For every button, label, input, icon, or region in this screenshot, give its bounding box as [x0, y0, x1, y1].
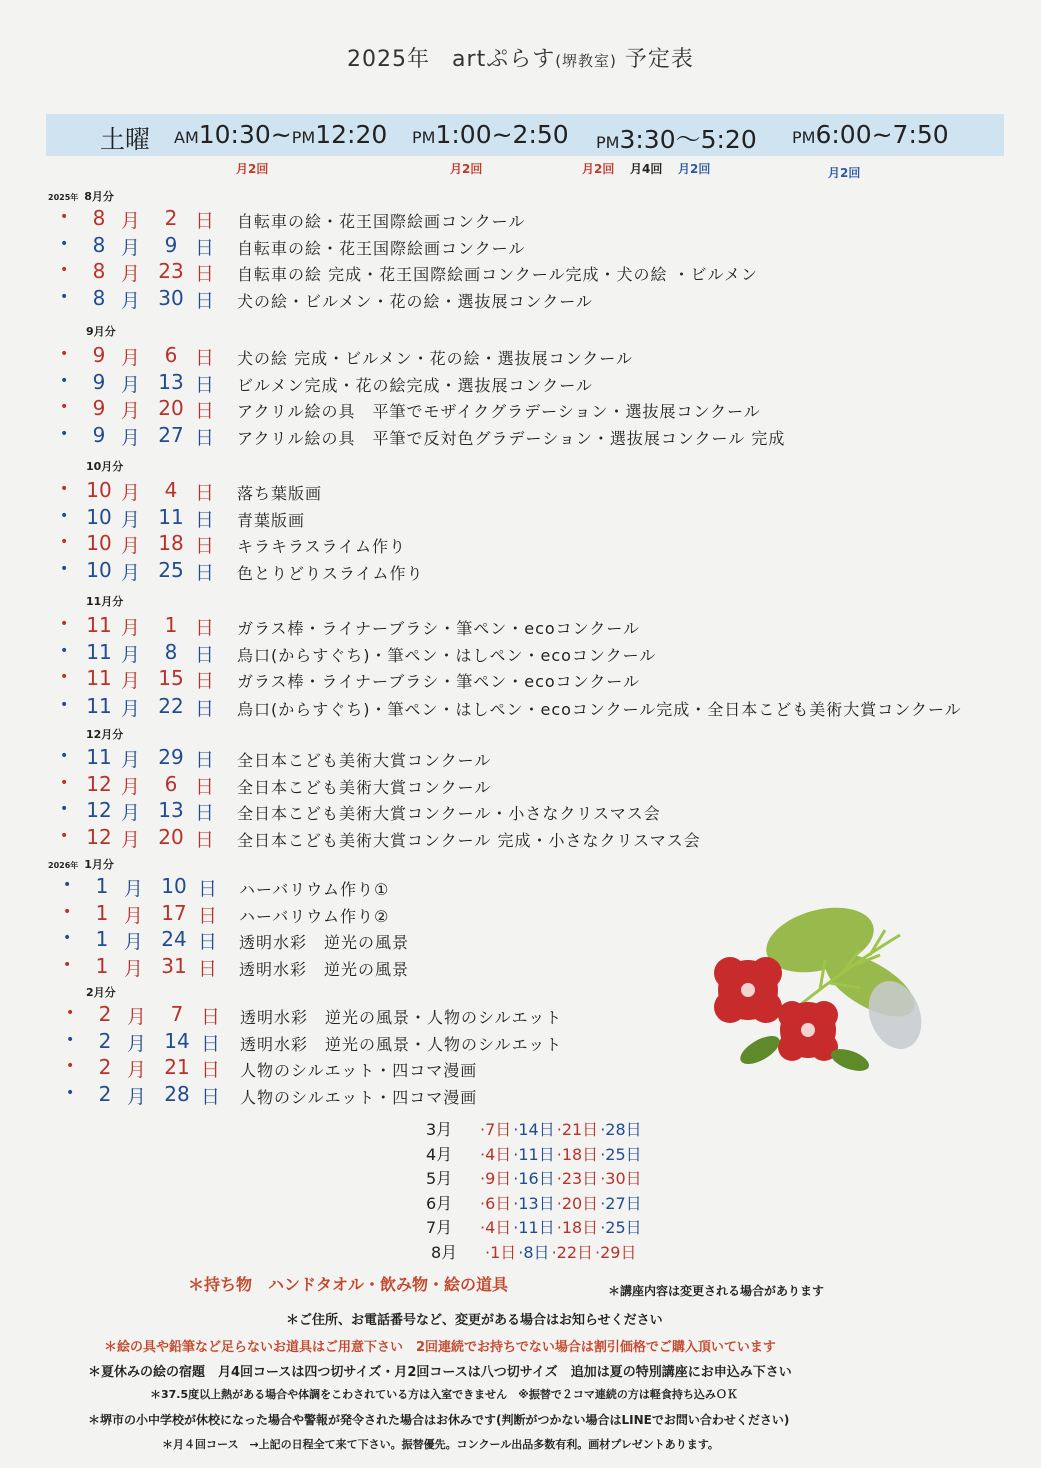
time-slot-3: PM3:30～5:20	[596, 125, 757, 154]
month-kanji: 月	[121, 482, 141, 504]
month-kanji: 月	[121, 775, 141, 798]
frequency-label: 月2回	[450, 162, 483, 176]
bullet-dot: •	[60, 801, 69, 818]
day-number: 11	[158, 504, 184, 529]
lesson-description: 犬の絵 完成・ビルメン・花の絵・選抜展コンクール	[237, 349, 633, 368]
day-kanji: 日	[201, 1006, 221, 1028]
bullet-dot: •	[63, 930, 72, 947]
lesson-description: ハーバリウム作り②	[239, 906, 390, 926]
schedule-row	[0, 640, 1041, 666]
month-heading	[48, 188, 114, 204]
month-number: 10	[86, 478, 112, 502]
lesson-description: ガラス棒・ライナーブラシ・筆ペン・ecoコンクール	[237, 672, 641, 692]
time-slot-bar	[46, 114, 1004, 156]
month-number: 2	[98, 1002, 112, 1026]
note-closure: ＊堺市の小中学校が休校になった場合や警報が発令された場合はお休みです(判断がつかない場合はLINEでお問い合わせください)	[88, 1413, 790, 1427]
month-kanji: 月	[121, 263, 141, 286]
bullet-dot: •	[63, 877, 72, 893]
later-day: ·27日	[600, 1193, 642, 1213]
bullet-dot: •	[60, 262, 69, 279]
month-kanji: 月	[124, 904, 144, 927]
note-subject-change: ＊講座内容は変更される場合があります	[608, 1284, 825, 1298]
month-kanji: 月	[124, 958, 144, 981]
day-number: 13	[158, 798, 184, 823]
lesson-description: キラキラスライム作り	[237, 537, 407, 557]
day-number: 17	[161, 900, 187, 925]
month-kanji: 月	[124, 931, 144, 954]
day-number: 15	[158, 666, 184, 691]
note-tools: ＊絵の具や鉛筆など足らないお道具はご用意下さい 2回連続でお持ちでない場合は割引価格でご購入頂いています	[104, 1340, 776, 1355]
bullet-dot: •	[60, 669, 69, 686]
later-day: ·16日	[513, 1169, 555, 1188]
bullet-dot: •	[66, 1031, 75, 1048]
month-number: 9	[92, 369, 106, 394]
hibiscus-illustration	[700, 895, 930, 1085]
month-kanji: 月	[121, 749, 141, 771]
later-day: ·23日	[556, 1169, 599, 1188]
later-month-label: 4月	[426, 1144, 453, 1164]
later-day: ·13日	[513, 1193, 555, 1213]
day-kanji: 日	[201, 1086, 221, 1109]
bullet-dot: •	[60, 481, 69, 497]
note-fever: ＊37.5度以上熱がある場合や体調をこわされている方は入室できません ※振替で２コマ連続の方は軽食持ち込みＯＫ	[150, 1388, 738, 1401]
bullet-dot: •	[60, 748, 69, 764]
day-kanji: 日	[201, 1032, 221, 1055]
month-kanji: 月	[121, 373, 141, 396]
month-number: 2	[98, 1082, 112, 1107]
later-month-row	[426, 1191, 642, 1214]
month-kanji: 月	[121, 643, 141, 666]
schedule-row	[0, 478, 1041, 504]
later-day: ·25日	[600, 1218, 642, 1237]
schedule-row	[0, 558, 1041, 584]
schedule-row	[0, 370, 1041, 396]
lesson-description: 全日本こども美術大賞コンクール 完成・小さなクリスマス会	[237, 831, 701, 851]
bullet-dot: •	[66, 1005, 75, 1021]
bullet-dot: •	[60, 697, 69, 714]
day-number: 20	[158, 825, 184, 850]
year-label: 2026年	[48, 861, 79, 870]
note-belongings: ＊持ち物 ハンドタオル・飲み物・絵の道具	[188, 1275, 509, 1294]
lesson-description: ガラス棒・ライナーブラシ・筆ペン・ecoコンクール	[237, 619, 641, 638]
month-heading	[86, 593, 123, 609]
lesson-description: 人物のシルエット・四コマ漫画	[240, 1088, 478, 1108]
day-number: 10	[161, 874, 187, 898]
day-number: 28	[164, 1082, 190, 1107]
month-kanji: 月	[121, 535, 141, 558]
schedule-row	[0, 772, 1041, 798]
bullet-dot: •	[60, 507, 69, 524]
later-day: ·1日	[485, 1242, 517, 1262]
day-kanji: 日	[195, 210, 215, 232]
month-heading	[86, 984, 116, 1000]
month-kanji: 月	[121, 562, 141, 585]
day-number: 31	[161, 954, 187, 979]
day-kanji: 日	[198, 904, 218, 927]
day-kanji: 日	[195, 643, 215, 666]
month-kanji: 月	[121, 427, 141, 450]
later-day: ·21日	[556, 1120, 599, 1139]
frequency-label: 月4回	[630, 162, 663, 176]
day-kanji: 日	[195, 347, 215, 369]
bullet-dot: •	[60, 534, 69, 551]
day-kanji: 日	[195, 400, 215, 423]
month-number: 8	[92, 232, 106, 257]
lesson-description: 青葉版画	[237, 510, 306, 530]
frequency-label: 月2回	[236, 162, 269, 176]
day-number: 20	[158, 396, 184, 421]
month-number: 1	[95, 900, 109, 925]
bullet-dot: •	[60, 642, 69, 659]
year-label: 2025年	[48, 193, 79, 202]
lesson-description: 犬の絵・ビルメン・花の絵・選抜展コンクール	[237, 292, 593, 312]
later-day: ·4日	[480, 1144, 512, 1164]
schedule-row	[0, 531, 1041, 557]
day-number: 22	[158, 694, 184, 719]
lesson-description: 自転車の絵・花王国際絵画コンクール	[237, 238, 526, 258]
lesson-description: 自転車の絵・花王国際絵画コンクール	[237, 212, 526, 231]
day-kanji: 日	[195, 263, 215, 286]
day-kanji: 日	[195, 829, 215, 852]
day-kanji: 日	[195, 535, 215, 558]
day-number: 23	[158, 259, 184, 284]
frequency-label: 月2回	[828, 166, 861, 180]
month-number: 11	[86, 613, 112, 637]
lesson-description: 烏口(からすぐち)・筆ペン・はしペン・ecoコンクール	[237, 645, 657, 665]
lesson-description: アクリル絵の具 平筆でモザイクグラデーション・選抜展コンクール	[237, 402, 761, 422]
day-number: 2	[164, 206, 178, 230]
month-kanji: 月	[121, 670, 141, 693]
later-day: ·29日	[595, 1242, 637, 1262]
bullet-dot: •	[60, 774, 69, 791]
later-month-label: 7月	[426, 1218, 453, 1237]
day-kanji: 日	[195, 427, 215, 450]
day-kanji: 日	[195, 290, 215, 313]
month-heading-label: 8月分	[84, 190, 114, 203]
bullet-dot: •	[60, 616, 69, 632]
day-kanji: 日	[195, 749, 215, 771]
day-kanji: 日	[195, 802, 215, 825]
day-kanji: 日	[195, 373, 215, 396]
title-name: artぷらす	[452, 47, 556, 72]
month-heading-label: 12月分	[86, 728, 124, 741]
month-number: 8	[92, 286, 106, 311]
lesson-description: 透明水彩 逆光の風景	[239, 933, 410, 953]
lesson-description: 透明水彩 逆光の風景・人物のシルエット	[240, 1034, 563, 1054]
month-kanji: 月	[127, 1059, 147, 1082]
schedule-row	[0, 396, 1041, 422]
page-title	[0, 42, 1041, 73]
bullet-dot: •	[66, 1058, 75, 1075]
month-heading	[86, 323, 116, 339]
later-month-row	[431, 1240, 636, 1263]
day-number: 24	[161, 927, 187, 952]
note-summer: ＊夏休みの絵の宿題 月4回コースは四つ切サイズ・月2回コースは八つ切サイズ 追加は夏の特別講座にお申込み下さい	[88, 1365, 792, 1380]
day-label: 土曜	[100, 125, 151, 154]
day-kanji: 日	[195, 236, 215, 259]
schedule-row	[0, 343, 1041, 369]
month-kanji: 月	[121, 290, 141, 313]
lesson-description: 自転車の絵 完成・花王国際絵画コンクール完成・犬の絵 ・ビルメン	[237, 265, 759, 285]
later-day: ·25日	[600, 1144, 642, 1164]
later-day: ·4日	[480, 1218, 512, 1237]
later-month-row	[426, 1117, 642, 1140]
bullet-dot: •	[63, 903, 72, 920]
schedule-row	[0, 666, 1041, 692]
month-kanji: 月	[121, 400, 141, 423]
day-kanji: 日	[198, 958, 218, 981]
month-kanji: 月	[121, 508, 141, 531]
month-kanji: 月	[127, 1032, 147, 1055]
later-day: ·18日	[556, 1144, 599, 1164]
day-number: 14	[164, 1028, 190, 1053]
later-month-label: 8月	[431, 1242, 458, 1262]
month-number: 9	[92, 423, 106, 448]
bullet-dot: •	[60, 235, 69, 252]
day-number: 1	[164, 613, 178, 637]
later-day: ·6日	[480, 1193, 512, 1213]
month-kanji: 月	[121, 698, 141, 721]
day-number: 25	[158, 558, 184, 583]
later-month-label: 3月	[426, 1120, 453, 1139]
month-kanji: 月	[121, 210, 141, 232]
month-number: 2	[98, 1028, 112, 1053]
month-number: 11	[86, 666, 112, 691]
month-kanji: 月	[121, 347, 141, 369]
month-number: 2	[98, 1055, 112, 1080]
lesson-description: 色とりどりスライム作り	[237, 564, 424, 584]
day-number: 7	[170, 1002, 184, 1026]
bullet-dot: •	[60, 399, 69, 416]
month-number: 8	[92, 206, 106, 230]
day-number: 8	[164, 639, 178, 664]
month-number: 10	[86, 504, 112, 529]
month-number: 11	[86, 745, 112, 769]
schedule-row	[0, 286, 1041, 312]
day-kanji: 日	[195, 670, 215, 693]
bullet-dot: •	[66, 1085, 75, 1102]
day-number: 30	[158, 286, 184, 311]
title-suffix: 予定表	[624, 47, 694, 72]
month-heading	[86, 458, 123, 474]
day-number: 9	[164, 232, 178, 257]
month-number: 11	[86, 694, 112, 719]
month-heading-label: 10月分	[86, 460, 124, 473]
title-year: 2025年	[347, 47, 431, 72]
day-kanji: 日	[195, 775, 215, 798]
month-number: 1	[95, 874, 109, 898]
time-slot-4: PM6:00~7:50	[792, 120, 949, 149]
later-day: ·30日	[600, 1169, 642, 1188]
month-kanji: 月	[124, 878, 144, 900]
schedule-row	[0, 505, 1041, 531]
time-slot-2: PM1:00~2:50	[412, 120, 569, 149]
month-number: 9	[92, 343, 106, 367]
schedule-row	[0, 613, 1041, 639]
schedule-row	[0, 259, 1041, 285]
later-day: ·20日	[556, 1193, 599, 1213]
day-kanji: 日	[198, 878, 218, 900]
month-number: 8	[92, 259, 106, 284]
month-number: 10	[86, 531, 112, 556]
month-number: 10	[86, 558, 112, 583]
month-heading-label: 2月分	[86, 986, 116, 999]
month-number: 12	[86, 825, 112, 850]
bullet-dot: •	[60, 346, 69, 362]
later-day: ·11日	[513, 1144, 555, 1164]
month-kanji: 月	[127, 1086, 147, 1109]
month-number: 1	[95, 927, 109, 952]
month-number: 12	[86, 771, 112, 796]
time-slot-1: AM10:30~PM12:20	[174, 120, 388, 149]
day-kanji: 日	[195, 482, 215, 504]
lesson-description: 透明水彩 逆光の風景	[239, 960, 410, 980]
lesson-description: 人物のシルエット・四コマ漫画	[240, 1061, 478, 1081]
day-kanji: 日	[195, 562, 215, 585]
schedule-row	[0, 745, 1041, 771]
later-month-label: 6月	[426, 1193, 453, 1213]
month-heading-label: 9月分	[86, 325, 116, 338]
day-number: 18	[158, 531, 184, 556]
bullet-dot: •	[60, 372, 69, 389]
later-day: ·7日	[480, 1120, 512, 1139]
month-number: 12	[86, 798, 112, 823]
later-day: ·14日	[513, 1120, 555, 1139]
schedule-row	[0, 798, 1041, 824]
later-month-row	[426, 1142, 642, 1165]
month-kanji: 月	[127, 1006, 147, 1028]
frequency-label: 月2回	[678, 162, 711, 176]
day-kanji: 日	[195, 698, 215, 721]
lesson-description: ハーバリウム作り①	[239, 880, 390, 899]
month-number: 1	[95, 954, 109, 979]
later-day: ·11日	[513, 1218, 555, 1237]
later-day: ·8日	[518, 1242, 550, 1262]
day-number: 29	[158, 745, 184, 769]
lesson-description: 全日本こども美術大賞コンクール・小さなクリスマス会	[237, 804, 661, 824]
day-number: 27	[158, 423, 184, 448]
bullet-dot: •	[60, 209, 69, 225]
day-number: 21	[164, 1055, 190, 1080]
frequency-label: 月2回	[582, 162, 615, 176]
day-number: 6	[164, 771, 178, 796]
day-kanji: 日	[201, 1059, 221, 1082]
schedule-row	[0, 1082, 1041, 1108]
lesson-description: アクリル絵の具 平筆で反対色グラデーション・選抜展コンクール 完成	[237, 429, 786, 449]
day-number: 13	[158, 369, 184, 394]
day-number: 4	[164, 478, 178, 502]
lesson-description: 透明水彩 逆光の風景・人物のシルエット	[240, 1008, 563, 1027]
later-day: ·28日	[600, 1120, 642, 1139]
month-kanji: 月	[121, 829, 141, 852]
bullet-dot: •	[63, 957, 72, 974]
schedule-row	[0, 694, 1041, 720]
lesson-description: 全日本こども美術大賞コンクール	[237, 777, 492, 797]
month-number: 9	[92, 396, 106, 421]
lesson-description: 落ち葉版画	[237, 484, 323, 503]
title-branch: (堺教室)	[555, 52, 617, 70]
month-heading	[48, 856, 114, 872]
month-kanji: 月	[121, 236, 141, 259]
bullet-dot: •	[60, 289, 69, 306]
later-day: ·9日	[480, 1169, 512, 1188]
day-kanji: 日	[198, 931, 218, 954]
day-kanji: 日	[195, 617, 215, 639]
later-day: ·22日	[551, 1242, 594, 1262]
month-heading-label: 11月分	[86, 595, 124, 608]
month-number: 11	[86, 639, 112, 664]
later-day: ·18日	[556, 1218, 599, 1237]
bullet-dot: •	[60, 426, 69, 443]
lesson-description: ビルメン完成・花の絵完成・選抜展コンクール	[237, 375, 593, 395]
lesson-description: 烏口(からすぐち)・筆ペン・はしペン・ecoコンクール完成・全日本こども美術大賞コンクール	[237, 700, 962, 720]
schedule-row	[0, 206, 1041, 232]
note-contact: ＊ご住所、お電話番号など、変更がある場合はお知らせください	[286, 1313, 663, 1328]
lesson-description: 全日本こども美術大賞コンクール	[237, 751, 492, 770]
schedule-row	[0, 825, 1041, 851]
month-kanji: 月	[121, 617, 141, 639]
day-kanji: 日	[195, 508, 215, 531]
schedule-row	[0, 423, 1041, 449]
later-month-row	[426, 1215, 642, 1238]
day-number: 6	[164, 343, 178, 367]
later-month-label: 5月	[426, 1169, 453, 1188]
month-kanji: 月	[121, 802, 141, 825]
month-heading-label: 1月分	[84, 858, 114, 871]
later-month-row	[426, 1166, 642, 1189]
month-heading	[86, 726, 123, 742]
note-four-course: ＊月４回コース →上記の日程全て来て下さい。振替優先。コンクール出品多数有利。画材プレゼントあります。	[162, 1438, 719, 1451]
schedule-row	[0, 233, 1041, 259]
bullet-dot: •	[60, 561, 69, 578]
bullet-dot: •	[60, 828, 69, 845]
